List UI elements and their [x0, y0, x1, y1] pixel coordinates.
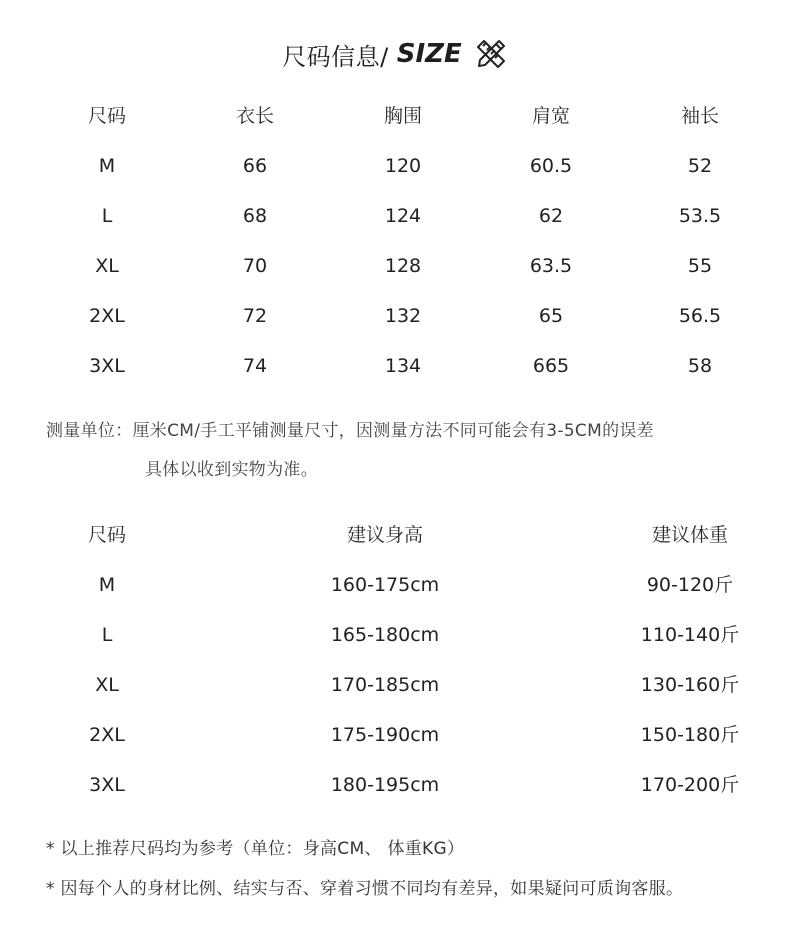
- header-height: 建议身高: [346, 524, 424, 546]
- cell-length: 74: [242, 355, 268, 377]
- header-weight: 建议体重: [651, 524, 729, 546]
- cell-height: 175-190cm: [330, 724, 440, 746]
- title-english: SIZE: [396, 39, 462, 69]
- cell-sleeve: 55: [687, 255, 713, 277]
- cell-shoulder: 62: [538, 205, 564, 227]
- cell-size: 2XL: [89, 305, 125, 327]
- cell-weight: 170-200斤: [640, 774, 740, 796]
- cell-size: L: [101, 624, 113, 646]
- table-row: [0, 620, 790, 650]
- footnote-reference: * 以上推荐尺码均为参考（单位：身高CM、 体重KG）: [46, 839, 465, 859]
- cell-shoulder: 63.5: [529, 255, 573, 277]
- cell-length: 70: [242, 255, 268, 277]
- cell-sleeve: 53.5: [678, 205, 722, 227]
- table-row: [0, 151, 790, 181]
- title-chinese: 尺码信息/: [282, 42, 389, 71]
- header-size: 尺码: [87, 105, 127, 127]
- header-shoulder: 肩宽: [531, 105, 571, 127]
- cell-size: M: [98, 155, 116, 177]
- cell-size: M: [98, 574, 116, 596]
- cell-weight: 110-140斤: [640, 624, 740, 646]
- cell-chest: 124: [384, 205, 422, 227]
- measure-note-line2: 具体以收到实物为准。: [145, 460, 318, 480]
- table-row: [0, 570, 790, 600]
- table-row: [0, 720, 790, 750]
- cell-height: 165-180cm: [330, 624, 440, 646]
- cell-weight: 90-120斤: [646, 574, 734, 596]
- cell-size: 2XL: [89, 724, 125, 746]
- cell-length: 68: [242, 205, 268, 227]
- table-row: [0, 670, 790, 700]
- table-row: [0, 201, 790, 231]
- cell-shoulder: 665: [532, 355, 570, 377]
- header-size: 尺码: [87, 524, 127, 546]
- cell-height: 170-185cm: [330, 674, 440, 696]
- footnote-variation: * 因每个人的身材比例、结实与否、穿着习惯不同均有差异，如果疑问可质询客服。: [46, 879, 684, 899]
- page-title: [0, 34, 790, 74]
- cell-chest: 120: [384, 155, 422, 177]
- cell-shoulder: 60.5: [529, 155, 573, 177]
- ruler-pencil-icon: [474, 37, 508, 71]
- measure-note-line1: 测量单位：厘米CM/手工平铺测量尺寸，因测量方法不同可能会有3-5CM的误差: [46, 421, 654, 441]
- table-row: [0, 251, 790, 281]
- cell-shoulder: 65: [538, 305, 564, 327]
- table-row: [0, 770, 790, 800]
- cell-height: 160-175cm: [330, 574, 440, 596]
- table-row: [0, 351, 790, 381]
- cell-sleeve: 56.5: [678, 305, 722, 327]
- header-chest: 胸围: [383, 105, 423, 127]
- cell-size: 3XL: [89, 355, 125, 377]
- cell-height: 180-195cm: [330, 774, 440, 796]
- cell-size: XL: [95, 255, 119, 277]
- cell-weight: 130-160斤: [640, 674, 740, 696]
- cell-chest: 128: [384, 255, 422, 277]
- cell-sleeve: 58: [687, 355, 713, 377]
- cell-chest: 132: [384, 305, 422, 327]
- cell-chest: 134: [384, 355, 422, 377]
- header-sleeve: 袖长: [680, 105, 720, 127]
- cell-sleeve: 52: [687, 155, 713, 177]
- cell-length: 72: [242, 305, 268, 327]
- cell-size: L: [101, 205, 113, 227]
- cell-weight: 150-180斤: [640, 724, 740, 746]
- cell-size: XL: [95, 674, 119, 696]
- fit-table-header: [0, 520, 790, 550]
- size-table-header: [0, 101, 790, 131]
- header-length: 衣长: [235, 105, 275, 127]
- cell-size: 3XL: [89, 774, 125, 796]
- cell-length: 66: [242, 155, 268, 177]
- table-row: [0, 301, 790, 331]
